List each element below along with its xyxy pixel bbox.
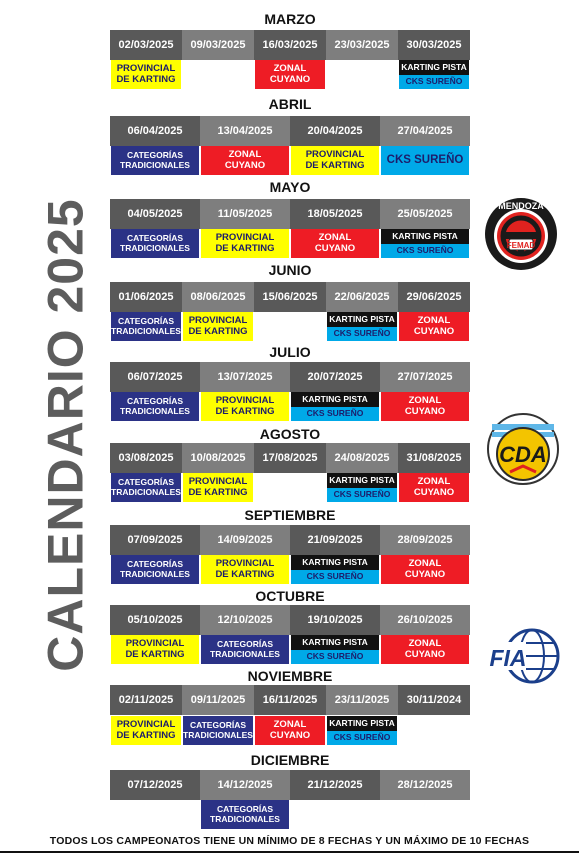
date-cell: 08/06/2025 xyxy=(182,282,254,312)
event-karting-pista-cks xyxy=(291,392,379,421)
date-cell: 11/05/2025 xyxy=(200,199,290,229)
cda-logo xyxy=(486,408,560,490)
date-cell: 26/10/2025 xyxy=(380,605,470,635)
month-title: DICIEMBRE xyxy=(250,752,330,768)
event-provincial-karting: PROVINCIAL DE KARTING xyxy=(201,555,289,584)
fia-globe-icon xyxy=(486,628,560,684)
date-cell: 09/03/2025 xyxy=(182,30,254,60)
event-cks-sureno-label: CKS SUREÑO xyxy=(381,244,469,259)
event-provincial-karting: PROVINCIAL DE KARTING xyxy=(183,473,253,502)
date-cell: 06/07/2025 xyxy=(110,362,200,392)
month-title: OCTUBRE xyxy=(255,588,325,604)
date-cell: 19/10/2025 xyxy=(290,605,380,635)
date-cell: 03/08/2025 xyxy=(110,443,182,473)
date-cell: 09/11/2025 xyxy=(182,685,254,715)
cda-emblem-icon xyxy=(486,408,560,490)
event-cks-sureno-label: CKS SUREÑO xyxy=(399,75,469,90)
month-title: AGOSTO xyxy=(259,426,321,442)
event-karting-pista-label: KARTING PISTA xyxy=(291,555,379,570)
femad-badge-text: FEMAD xyxy=(506,241,536,250)
event-provincial-karting: PROVINCIAL DE KARTING xyxy=(111,635,199,664)
event-cks-sureno-label: CKS SUREÑO xyxy=(291,407,379,422)
date-cell: 06/04/2025 xyxy=(110,116,200,146)
fia-text: FIA xyxy=(489,645,527,671)
event-karting-pista-label: KARTING PISTA xyxy=(399,60,469,75)
event-karting-pista-label: KARTING PISTA xyxy=(327,312,397,327)
date-cell: 31/08/2025 xyxy=(398,443,470,473)
calendar-side-title-text: CALENDARIO 2025 xyxy=(38,198,95,672)
month-title: ABRIL xyxy=(268,96,312,112)
event-zonal-cuyano: ZONAL CUYANO xyxy=(381,392,469,421)
fia-logo xyxy=(486,628,560,684)
event-zonal-cuyano: ZONAL CUYANO xyxy=(255,60,325,89)
date-cell: 27/04/2025 xyxy=(380,116,470,146)
month-title: JUNIO xyxy=(268,262,312,278)
event-karting-pista-cks xyxy=(327,312,397,341)
date-cell: 18/05/2025 xyxy=(290,199,380,229)
event-karting-pista-label: KARTING PISTA xyxy=(381,229,469,244)
event-zonal-cuyano: ZONAL CUYANO xyxy=(255,716,325,745)
date-cell: 20/07/2025 xyxy=(290,362,380,392)
month-title: MAYO xyxy=(269,179,311,195)
event-cks-sureno-label: CKS SUREÑO xyxy=(291,650,379,665)
date-cell: 27/07/2025 xyxy=(380,362,470,392)
date-cell: 23/11/2025 xyxy=(326,685,398,715)
date-cell: 21/09/2025 xyxy=(290,525,380,555)
event-karting-pista-label: KARTING PISTA xyxy=(291,635,379,650)
event-zonal-cuyano: ZONAL CUYANO xyxy=(291,229,379,258)
month-title: JULIO xyxy=(269,344,311,360)
month-title: SEPTIEMBRE xyxy=(244,507,336,523)
date-cell: 02/11/2025 xyxy=(110,685,182,715)
event-cks-sureno: CKS SUREÑO xyxy=(381,146,469,175)
event-categorias-tradicionales: CATEGORÍAS TRADICIONALES xyxy=(201,635,289,664)
event-categorias-tradicionales: CATEGORÍAS TRADICIONALES xyxy=(111,555,199,584)
date-cell: 02/03/2025 xyxy=(110,30,182,60)
month-title: NOVIEMBRE xyxy=(247,668,333,684)
event-categorias-tradicionales: CATEGORÍAS TRADICIONALES xyxy=(111,146,199,175)
date-cell: 30/11/2024 xyxy=(398,685,470,715)
date-cell: 24/08/2025 xyxy=(326,443,398,473)
date-cell: 13/07/2025 xyxy=(200,362,290,392)
event-zonal-cuyano: ZONAL CUYANO xyxy=(381,555,469,584)
date-cell: 12/10/2025 xyxy=(200,605,290,635)
date-cell: 23/03/2025 xyxy=(326,30,398,60)
date-cell: 25/05/2025 xyxy=(380,199,470,229)
event-cks-sureno-label: CKS SUREÑO xyxy=(327,731,397,746)
event-zonal-cuyano: ZONAL CUYANO xyxy=(381,635,469,664)
event-karting-pista-label: KARTING PISTA xyxy=(291,392,379,407)
date-cell: 07/09/2025 xyxy=(110,525,200,555)
event-zonal-cuyano: ZONAL CUYANO xyxy=(201,146,289,175)
date-cell: 14/09/2025 xyxy=(200,525,290,555)
date-cell: 01/06/2025 xyxy=(110,282,182,312)
event-zonal-cuyano: ZONAL CUYANO xyxy=(399,473,469,502)
event-karting-pista-label: KARTING PISTA xyxy=(327,473,397,488)
cda-text: CDA xyxy=(499,442,547,467)
date-cell: 28/09/2025 xyxy=(380,525,470,555)
event-provincial-karting: PROVINCIAL DE KARTING xyxy=(111,716,181,745)
date-cell: 20/04/2025 xyxy=(290,116,380,146)
event-provincial-karting: PROVINCIAL DE KARTING xyxy=(183,312,253,341)
date-cell: 05/10/2025 xyxy=(110,605,200,635)
event-karting-pista-cks xyxy=(399,60,469,89)
event-categorias-tradicionales: CATEGORÍAS TRADICIONALES xyxy=(111,392,199,421)
event-categorias-tradicionales: CATEGORÍAS TRADICIONALES xyxy=(201,800,289,829)
date-cell: 30/03/2025 xyxy=(398,30,470,60)
date-cell: 16/11/2025 xyxy=(254,685,326,715)
event-karting-pista-cks xyxy=(327,716,397,745)
event-cks-sureno-label: CKS SUREÑO xyxy=(327,327,397,342)
event-provincial-karting: PROVINCIAL DE KARTING xyxy=(111,60,181,89)
date-cell: 16/03/2025 xyxy=(254,30,326,60)
date-cell: 13/04/2025 xyxy=(200,116,290,146)
event-categorias-tradicionales: CATEGORÍAS TRADICIONALES xyxy=(111,312,181,341)
date-cell: 28/12/2025 xyxy=(380,770,470,800)
femad-logo xyxy=(483,196,559,272)
date-cell: 22/06/2025 xyxy=(326,282,398,312)
date-cell: 14/12/2025 xyxy=(200,770,290,800)
event-categorias-tradicionales: CATEGORÍAS TRADICIONALES xyxy=(111,473,181,502)
event-categorias-tradicionales: CATEGORÍAS TRADICIONALES xyxy=(111,229,199,258)
steering-wheel-icon xyxy=(483,196,559,272)
date-cell: 15/06/2025 xyxy=(254,282,326,312)
date-cell: 17/08/2025 xyxy=(254,443,326,473)
event-provincial-karting: PROVINCIAL DE KARTING xyxy=(201,229,289,258)
event-karting-pista-cks xyxy=(381,229,469,258)
event-cks-sureno-label: CKS SUREÑO xyxy=(327,488,397,503)
event-zonal-cuyano: ZONAL CUYANO xyxy=(399,312,469,341)
date-cell: 07/12/2025 xyxy=(110,770,200,800)
event-categorias-tradicionales: CATEGORÍAS TRADICIONALES xyxy=(183,716,253,745)
date-cell: 04/05/2025 xyxy=(110,199,200,229)
femad-top-text: MENDOZA xyxy=(498,201,544,211)
event-karting-pista-cks xyxy=(291,555,379,584)
date-cell: 29/06/2025 xyxy=(398,282,470,312)
event-karting-pista-cks xyxy=(291,635,379,664)
date-cell: 21/12/2025 xyxy=(290,770,380,800)
footer-note: TODOS LOS CAMPEONATOS TIENE UN MÍNIMO DE 8 FECHAS Y UN MÁXIMO DE 10 FECHAS xyxy=(49,835,530,847)
calendar-side-title xyxy=(36,175,96,695)
event-provincial-karting: PROVINCIAL DE KARTING xyxy=(291,146,379,175)
event-cks-sureno-label: CKS SUREÑO xyxy=(291,570,379,585)
date-cell: 10/08/2025 xyxy=(182,443,254,473)
month-title: MARZO xyxy=(264,11,316,27)
event-karting-pista-label: KARTING PISTA xyxy=(327,716,397,731)
event-provincial-karting: PROVINCIAL DE KARTING xyxy=(201,392,289,421)
event-karting-pista-cks xyxy=(327,473,397,502)
